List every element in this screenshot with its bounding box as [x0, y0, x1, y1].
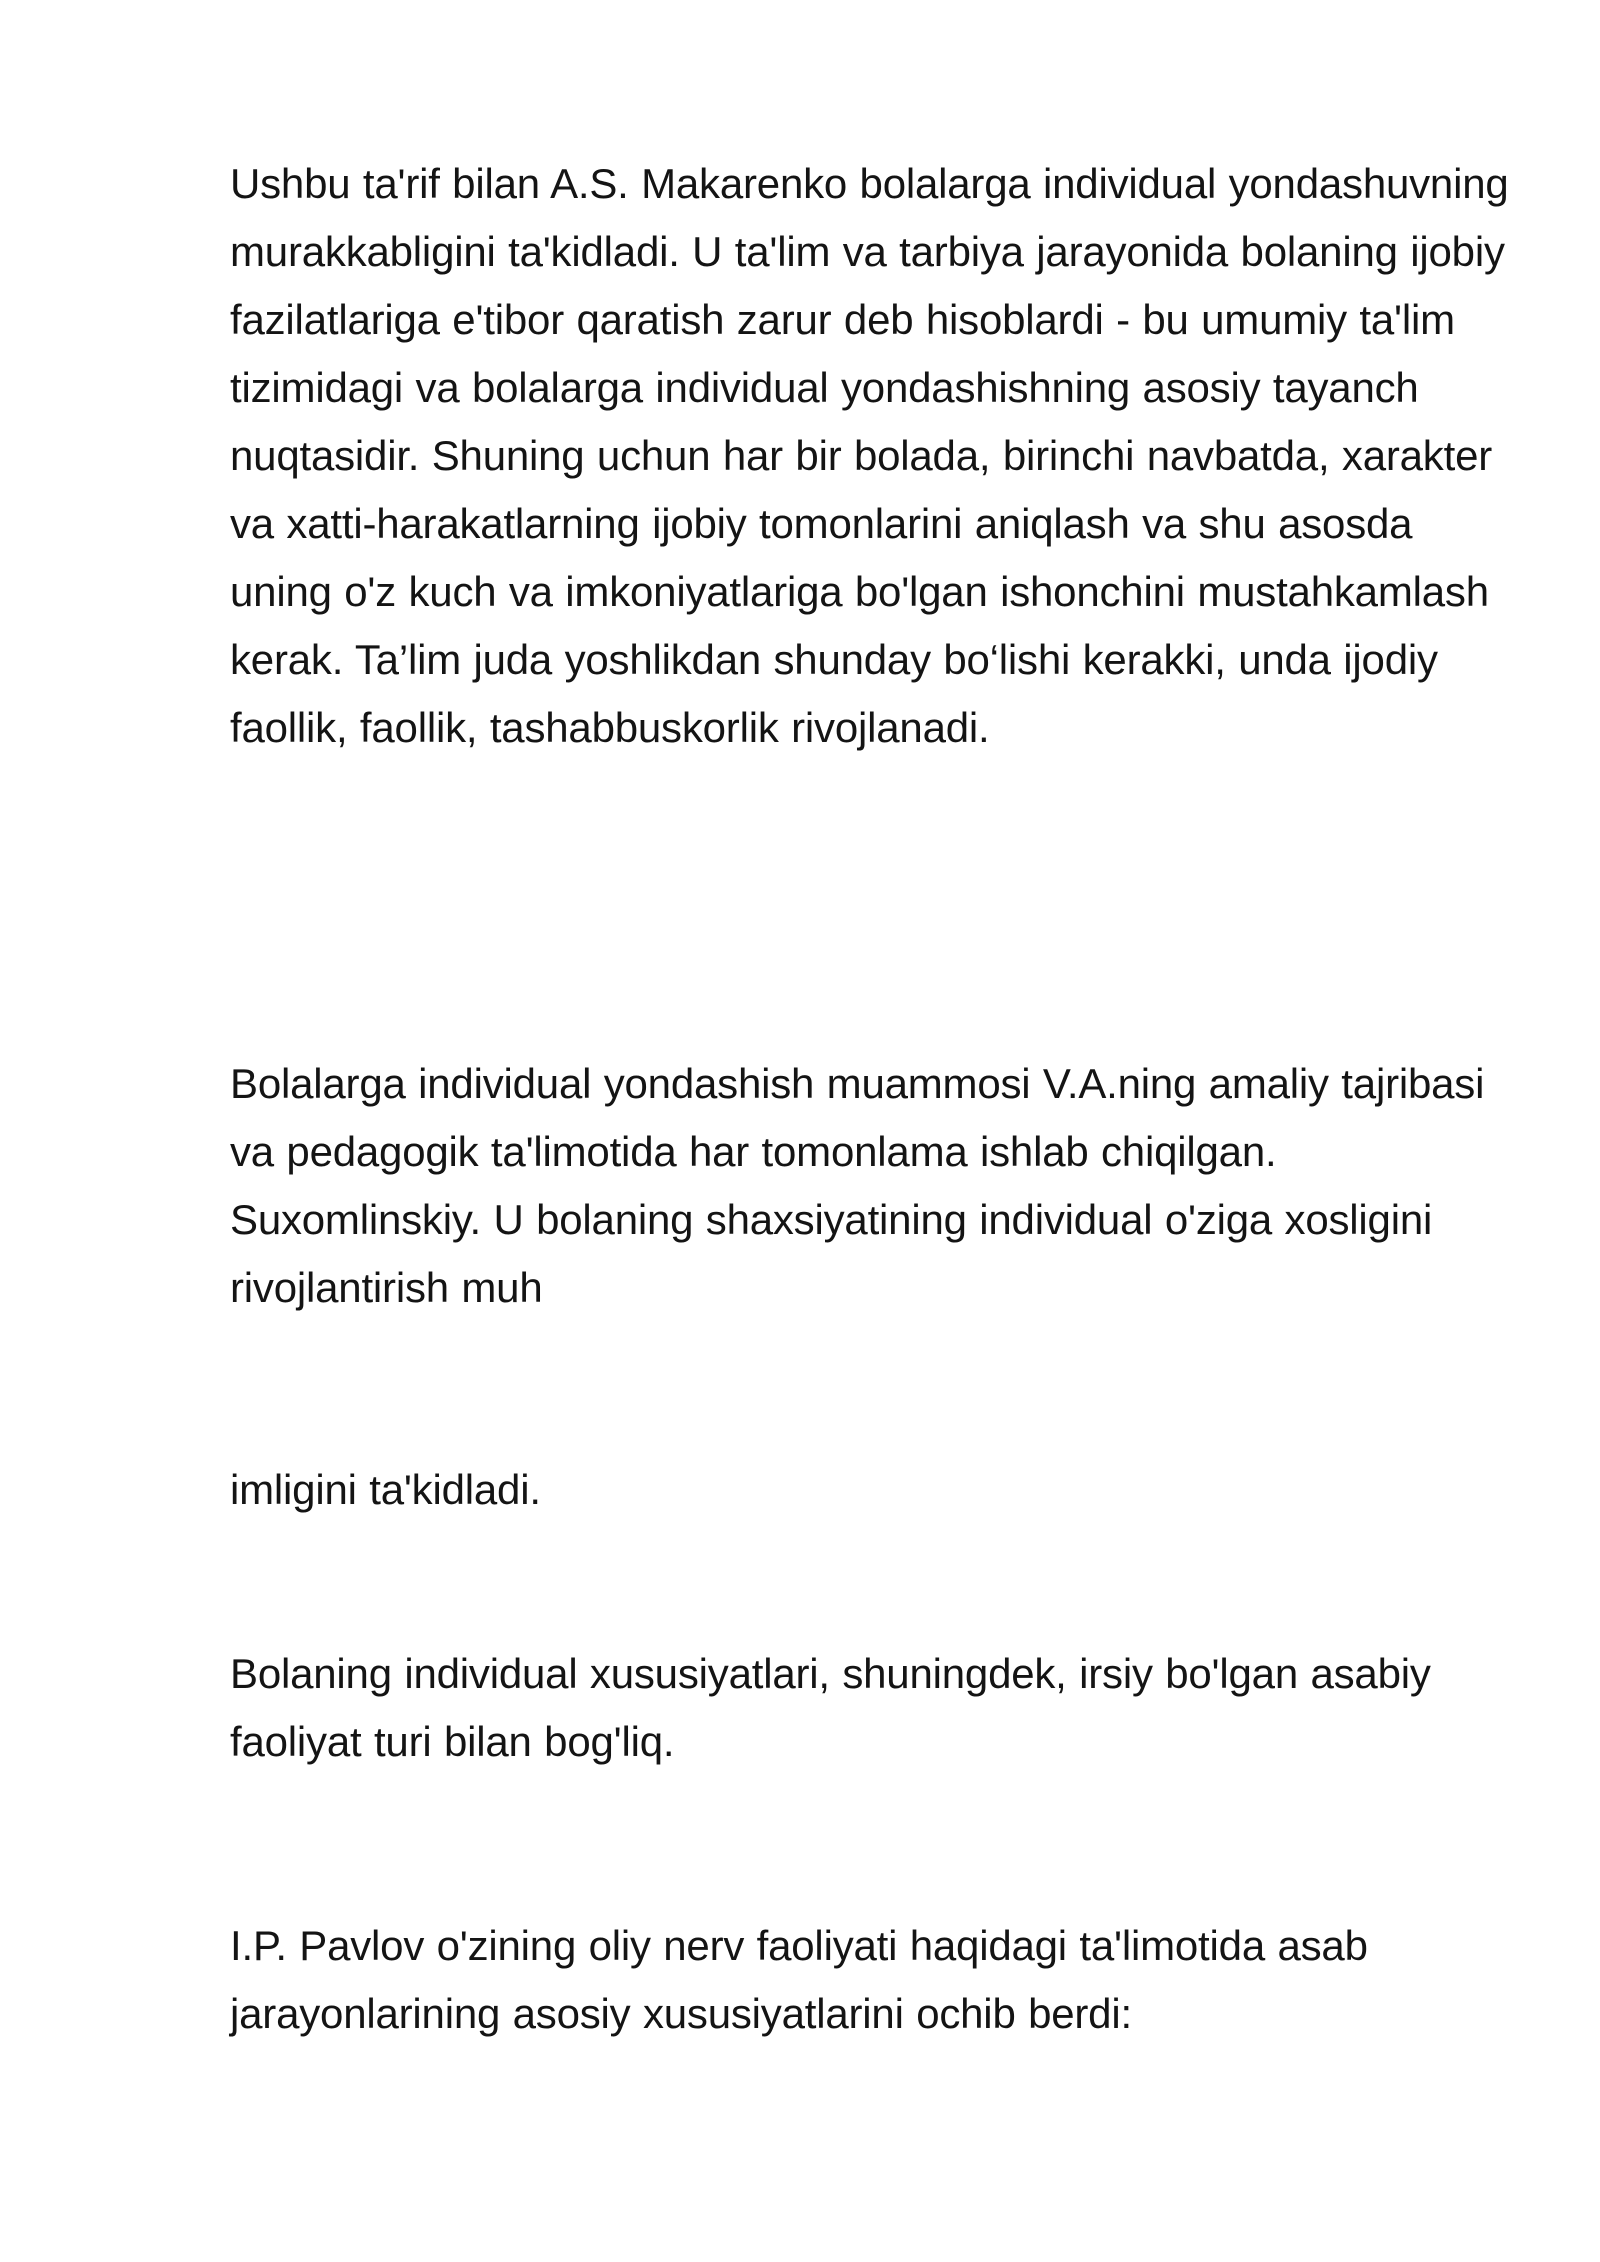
- paragraph-individual-traits: Bolaning individual xususiyatlari, shuningdek, irsiy bo'lgan asabiy faoliyat turi bilan bog'liq.: [230, 1650, 1431, 1765]
- paragraph-pavlov: I.P. Pavlov o'zining oliy nerv faoliyati haqidagi ta'limotida asab jarayonlarining asosiy xususiyatlarini ochib berdi:: [230, 1922, 1368, 2037]
- paragraph-makarenko: Ushbu ta'rif bilan A.S. Makarenko bolalarga individual yondashuvning murakkabligini ta'kidladi. U ta'lim va tarbiya jarayonida bolaning ijobiy fazilatlariga e'tibor qaratish zarur deb hisoblardi - bu umumiy ta'lim tizimidagi va bolalarga individual yondashishning asosiy tayanch nuqtasidir. Shuning uchun har bir bolada, birinchi navbatda, xarakter va xatti-harakatlarning ijobiy tomonlarini aniqlash va shu asosda uning o'z kuch va imkoniyatlariga bo'lgan ishonchini mustahkamlash kerak. Ta’lim juda yoshlikdan shunday bo‘lishi kerakki, unda ijodiy faollik, faollik, tashabbuskorlik rivojlanadi.: [230, 160, 1509, 751]
- paragraph-continuation: imligini ta'kidladi.: [230, 1466, 541, 1513]
- paragraph-sukhomlinsky: Bolalarga individual yondashish muammosi V.A.ning amaliy tajribasi va pedagogik ta'limotida har tomonlama ishlab chiqilgan. Suxomlinskiy. U bolaning shaxsiyatining individual o'ziga xosligini rivojlantirish muh: [230, 1060, 1485, 1311]
